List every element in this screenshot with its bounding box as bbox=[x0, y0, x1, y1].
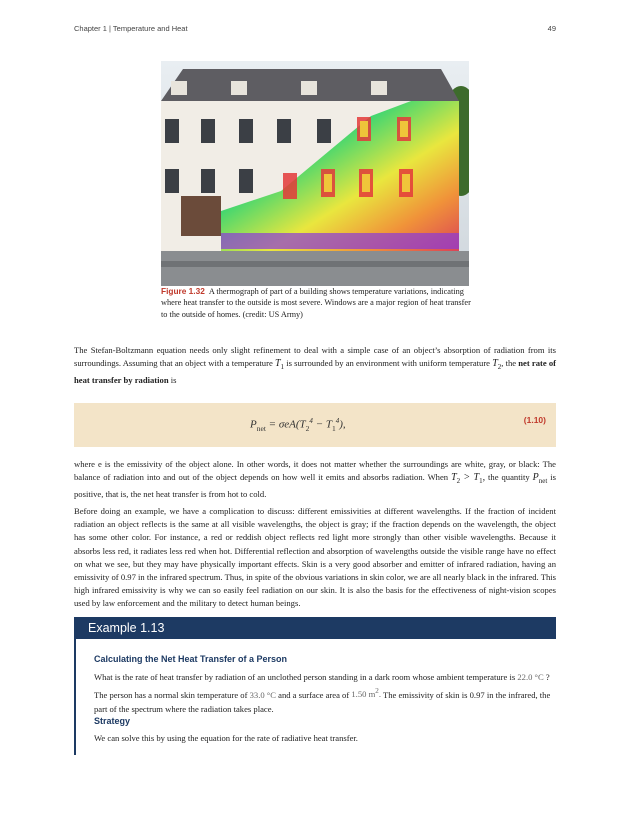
para1-text-2: is surrounded by an environment with uniform temperature bbox=[286, 358, 490, 369]
para1-text-3: , the bbox=[501, 358, 517, 369]
example-body-4: The emissivity of skin is 0.97 in the infrared, the part of the spectrum where the radiation takes place. bbox=[94, 689, 551, 714]
math-p-net: $P_{net}$ bbox=[532, 472, 548, 486]
example-box bbox=[74, 617, 556, 757]
example-left-rule bbox=[74, 639, 76, 755]
surface-area: 1.50 $m^2$. bbox=[351, 687, 381, 700]
figure-label: Figure 1.32 bbox=[161, 286, 205, 296]
example-body-1: What is the rate of heat transfer by radiation of an unclothed person standing in a dark room whose ambient temperature is bbox=[94, 672, 516, 682]
example-body-3: and a surface area of bbox=[278, 689, 350, 700]
figure-caption-text: A thermograph of part of a building shows temperature variations, indicating where heat transfer to the outside is most severe. Windows are a major region of heat transfer to the outside of homes. (credit: US Army) bbox=[161, 287, 471, 319]
example-body-2: ? The person has a normal skin temperature of bbox=[94, 672, 550, 700]
para1-text-4: is bbox=[170, 375, 177, 386]
surface-area-value: 1.50 m bbox=[351, 689, 376, 700]
page-header bbox=[74, 24, 556, 38]
example-heading: Example 1.13 bbox=[88, 621, 165, 635]
room-temperature: 22.0 °C bbox=[517, 672, 544, 682]
skin-temperature: 33.0 °C bbox=[249, 689, 276, 700]
equation-box bbox=[74, 403, 556, 447]
chapter-title: Chapter 1 | Temperature and Heat bbox=[74, 24, 188, 33]
paragraph-emissivity bbox=[74, 458, 556, 502]
para2-text-3: is positive, that is, the net heat transfer is from hot to cold. bbox=[74, 472, 556, 500]
math-t1: $T_1$ bbox=[274, 358, 285, 372]
math-t2: $T_2$ bbox=[492, 358, 502, 372]
equation-number: (1.10) bbox=[523, 415, 546, 425]
math-t2-gt-t1: $T_2 > T_1$, bbox=[451, 472, 486, 486]
page-number: 49 bbox=[547, 24, 556, 33]
example-title: Calculating the Net Heat Transfer of a Person bbox=[94, 654, 288, 664]
net-rate-term: net rate of heat transfer by radiation bbox=[74, 358, 557, 386]
thermograph-image bbox=[161, 61, 469, 286]
thermograph-illustration bbox=[161, 61, 469, 286]
equation-lhs: P bbox=[250, 418, 257, 431]
para1-text-1: The Stefan-Boltzmann equation needs only slight refinement to deal with a simple case of an object’s absorption of radiation from its surroundings. Assuming that an object with a temperature bbox=[74, 345, 556, 369]
figure-caption bbox=[161, 286, 471, 320]
para2-text-2: the quantity bbox=[488, 472, 530, 483]
example-body bbox=[94, 670, 552, 716]
equation-lhs-sub: net bbox=[256, 423, 266, 433]
paragraph-wavelengths: Before doing an example, we have a complication to discuss: different emissivities at different wavelengths. If the fraction of incident radiation an object reflects is the same at all visible wavelengths, the object is gray; if the fraction depends on the wavelength, the object has some other color. For instance, a red or reddish object reflects red light more strongly than other visible wavelengths. Because it absorbs less red, it radiates less red when hot. Differential reflection and absorption of wavelengths outside the visible range have no effect on what we see, but they may have physically important effects. Skin is a very good absorber and emitter of infrared radiation, having an emissivity of 0.97 in the infrared spectrum. Thus, in spite of the obvious variations in skin color, we are all nearly black in the infrared. This high infrared emissivity is why we can so easily feel radiation on our skin. It is also the basis for the effectiveness of night-vision scopes used by law enforcement and the military to detect human beings. bbox=[74, 506, 556, 609]
equation-rhs: = σeA(T bbox=[268, 418, 306, 431]
equation-1-10: $P_{net} = \sigma eA(T_2^4 - T_1^4)$, bbox=[250, 417, 346, 433]
strategy-body: We can solve this by using the equation for the rate of radiative heat transfer. bbox=[94, 733, 358, 743]
paragraph-stefan-boltzmann bbox=[74, 344, 556, 388]
strategy-title: Strategy bbox=[94, 716, 131, 726]
example-header bbox=[74, 617, 556, 639]
para2-text-1: where e is the emissivity of the object alone. In other words, it does not matter whether the surroundings are white, gray, or black: The balance of radiation into and out of the object depends on how well it emits and absorbs radiation. When bbox=[74, 459, 556, 483]
